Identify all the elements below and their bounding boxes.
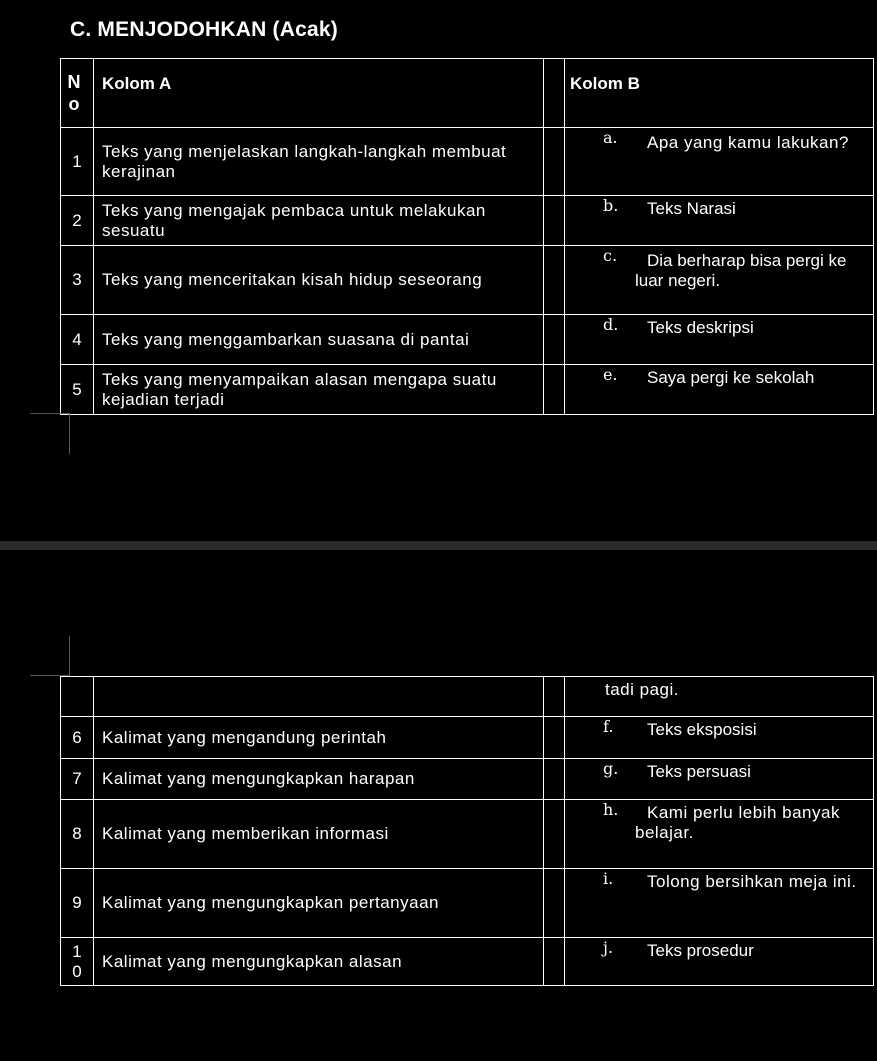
option-letter: b.	[603, 196, 619, 215]
answer-cell[interactable]	[544, 365, 565, 415]
header-no: No	[61, 59, 94, 128]
option-text: Saya pergi ke sekolah	[647, 368, 815, 387]
page-separator	[0, 541, 877, 550]
row-kolom-b	[565, 869, 874, 938]
option-letter: g.	[603, 759, 619, 778]
option-text: Kami perlu lebih banyak belajar.	[635, 803, 840, 842]
answer-cell[interactable]	[544, 128, 565, 196]
option-text: Teks deskripsi	[647, 318, 754, 337]
option-text: Dia berharap bisa pergi ke luar negeri.	[635, 251, 847, 290]
row-kolom-a-empty	[94, 677, 544, 717]
row-kolom-b	[565, 938, 874, 986]
row-kolom-a: Kalimat yang mengandung perintah	[94, 717, 544, 759]
row-no: 8	[61, 800, 94, 869]
option-text: Teks persuasi	[647, 762, 751, 781]
option-letter: j.	[603, 938, 614, 957]
row-kolom-a: Kalimat yang mengungkapkan harapan	[94, 759, 544, 800]
header-kolom-b-label: Kolom B	[570, 74, 640, 93]
row-kolom-a: Teks yang menggambarkan suasana di pantai	[94, 315, 544, 365]
option-text: Teks Narasi	[647, 199, 736, 218]
row-kolom-b-continuation	[565, 677, 874, 717]
row-kolom-b	[565, 800, 874, 869]
header-kolom-b	[565, 59, 874, 128]
header-spacer	[544, 59, 565, 128]
header-kolom-a: Kolom A	[94, 59, 544, 128]
answer-cell[interactable]	[544, 246, 565, 315]
row-no: 9	[61, 869, 94, 938]
page-margin-marker	[69, 414, 70, 454]
row-no: 7	[61, 759, 94, 800]
option-letter: d.	[603, 315, 619, 334]
option-text: Teks prosedur	[647, 941, 754, 960]
option-text: Apa yang kamu lakukan?	[647, 133, 849, 152]
answer-cell[interactable]	[544, 869, 565, 938]
option-letter: e.	[603, 365, 618, 384]
row-kolom-b	[565, 717, 874, 759]
row-kolom-b	[565, 759, 874, 800]
option-letter: c.	[603, 246, 618, 265]
matching-table-bottom	[60, 676, 874, 986]
matching-table-top	[60, 58, 874, 415]
row-no: 5	[61, 365, 94, 415]
row-kolom-b	[565, 128, 874, 196]
page-margin-marker	[30, 413, 70, 414]
answer-cell[interactable]	[544, 196, 565, 246]
row-kolom-b	[565, 196, 874, 246]
row-no: 3	[61, 246, 94, 315]
answer-cell[interactable]	[544, 677, 565, 717]
answer-cell[interactable]	[544, 938, 565, 986]
row-kolom-a: Kalimat yang mengungkapkan pertanyaan	[94, 869, 544, 938]
row-kolom-a: Kalimat yang memberikan informasi	[94, 800, 544, 869]
option-letter: f.	[603, 717, 614, 736]
row-no: 2	[61, 196, 94, 246]
option-text: Tolong bersihkan meja ini.	[647, 872, 857, 891]
row-kolom-b	[565, 315, 874, 365]
option-letter: i.	[603, 869, 614, 888]
page-margin-marker	[69, 636, 70, 676]
row-kolom-b	[565, 246, 874, 315]
row-no-empty	[61, 677, 94, 717]
option-text-continuation: tadi pagi.	[605, 680, 679, 699]
option-letter: a.	[603, 128, 618, 147]
row-kolom-b	[565, 365, 874, 415]
row-kolom-a: Teks yang mengajak pembaca untuk melakukan sesuatu	[94, 196, 544, 246]
row-kolom-a: Teks yang menyampaikan alasan mengapa suatu kejadian terjadi	[94, 365, 544, 415]
row-kolom-a: Teks yang menceritakan kisah hidup seseorang	[94, 246, 544, 315]
answer-cell[interactable]	[544, 315, 565, 365]
answer-cell[interactable]	[544, 717, 565, 759]
option-letter: h.	[603, 800, 619, 819]
row-no: 10	[61, 938, 94, 986]
answer-cell[interactable]	[544, 759, 565, 800]
row-no: 4	[61, 315, 94, 365]
option-text: Teks eksposisi	[647, 720, 757, 739]
answer-cell[interactable]	[544, 800, 565, 869]
row-kolom-a: Kalimat yang mengungkapkan alasan	[94, 938, 544, 986]
row-kolom-a: Teks yang menjelaskan langkah-langkah membuat kerajinan	[94, 128, 544, 196]
row-no: 1	[61, 128, 94, 196]
row-no: 6	[61, 717, 94, 759]
section-title: C. MENJODOHKAN (Acak)	[70, 18, 338, 41]
